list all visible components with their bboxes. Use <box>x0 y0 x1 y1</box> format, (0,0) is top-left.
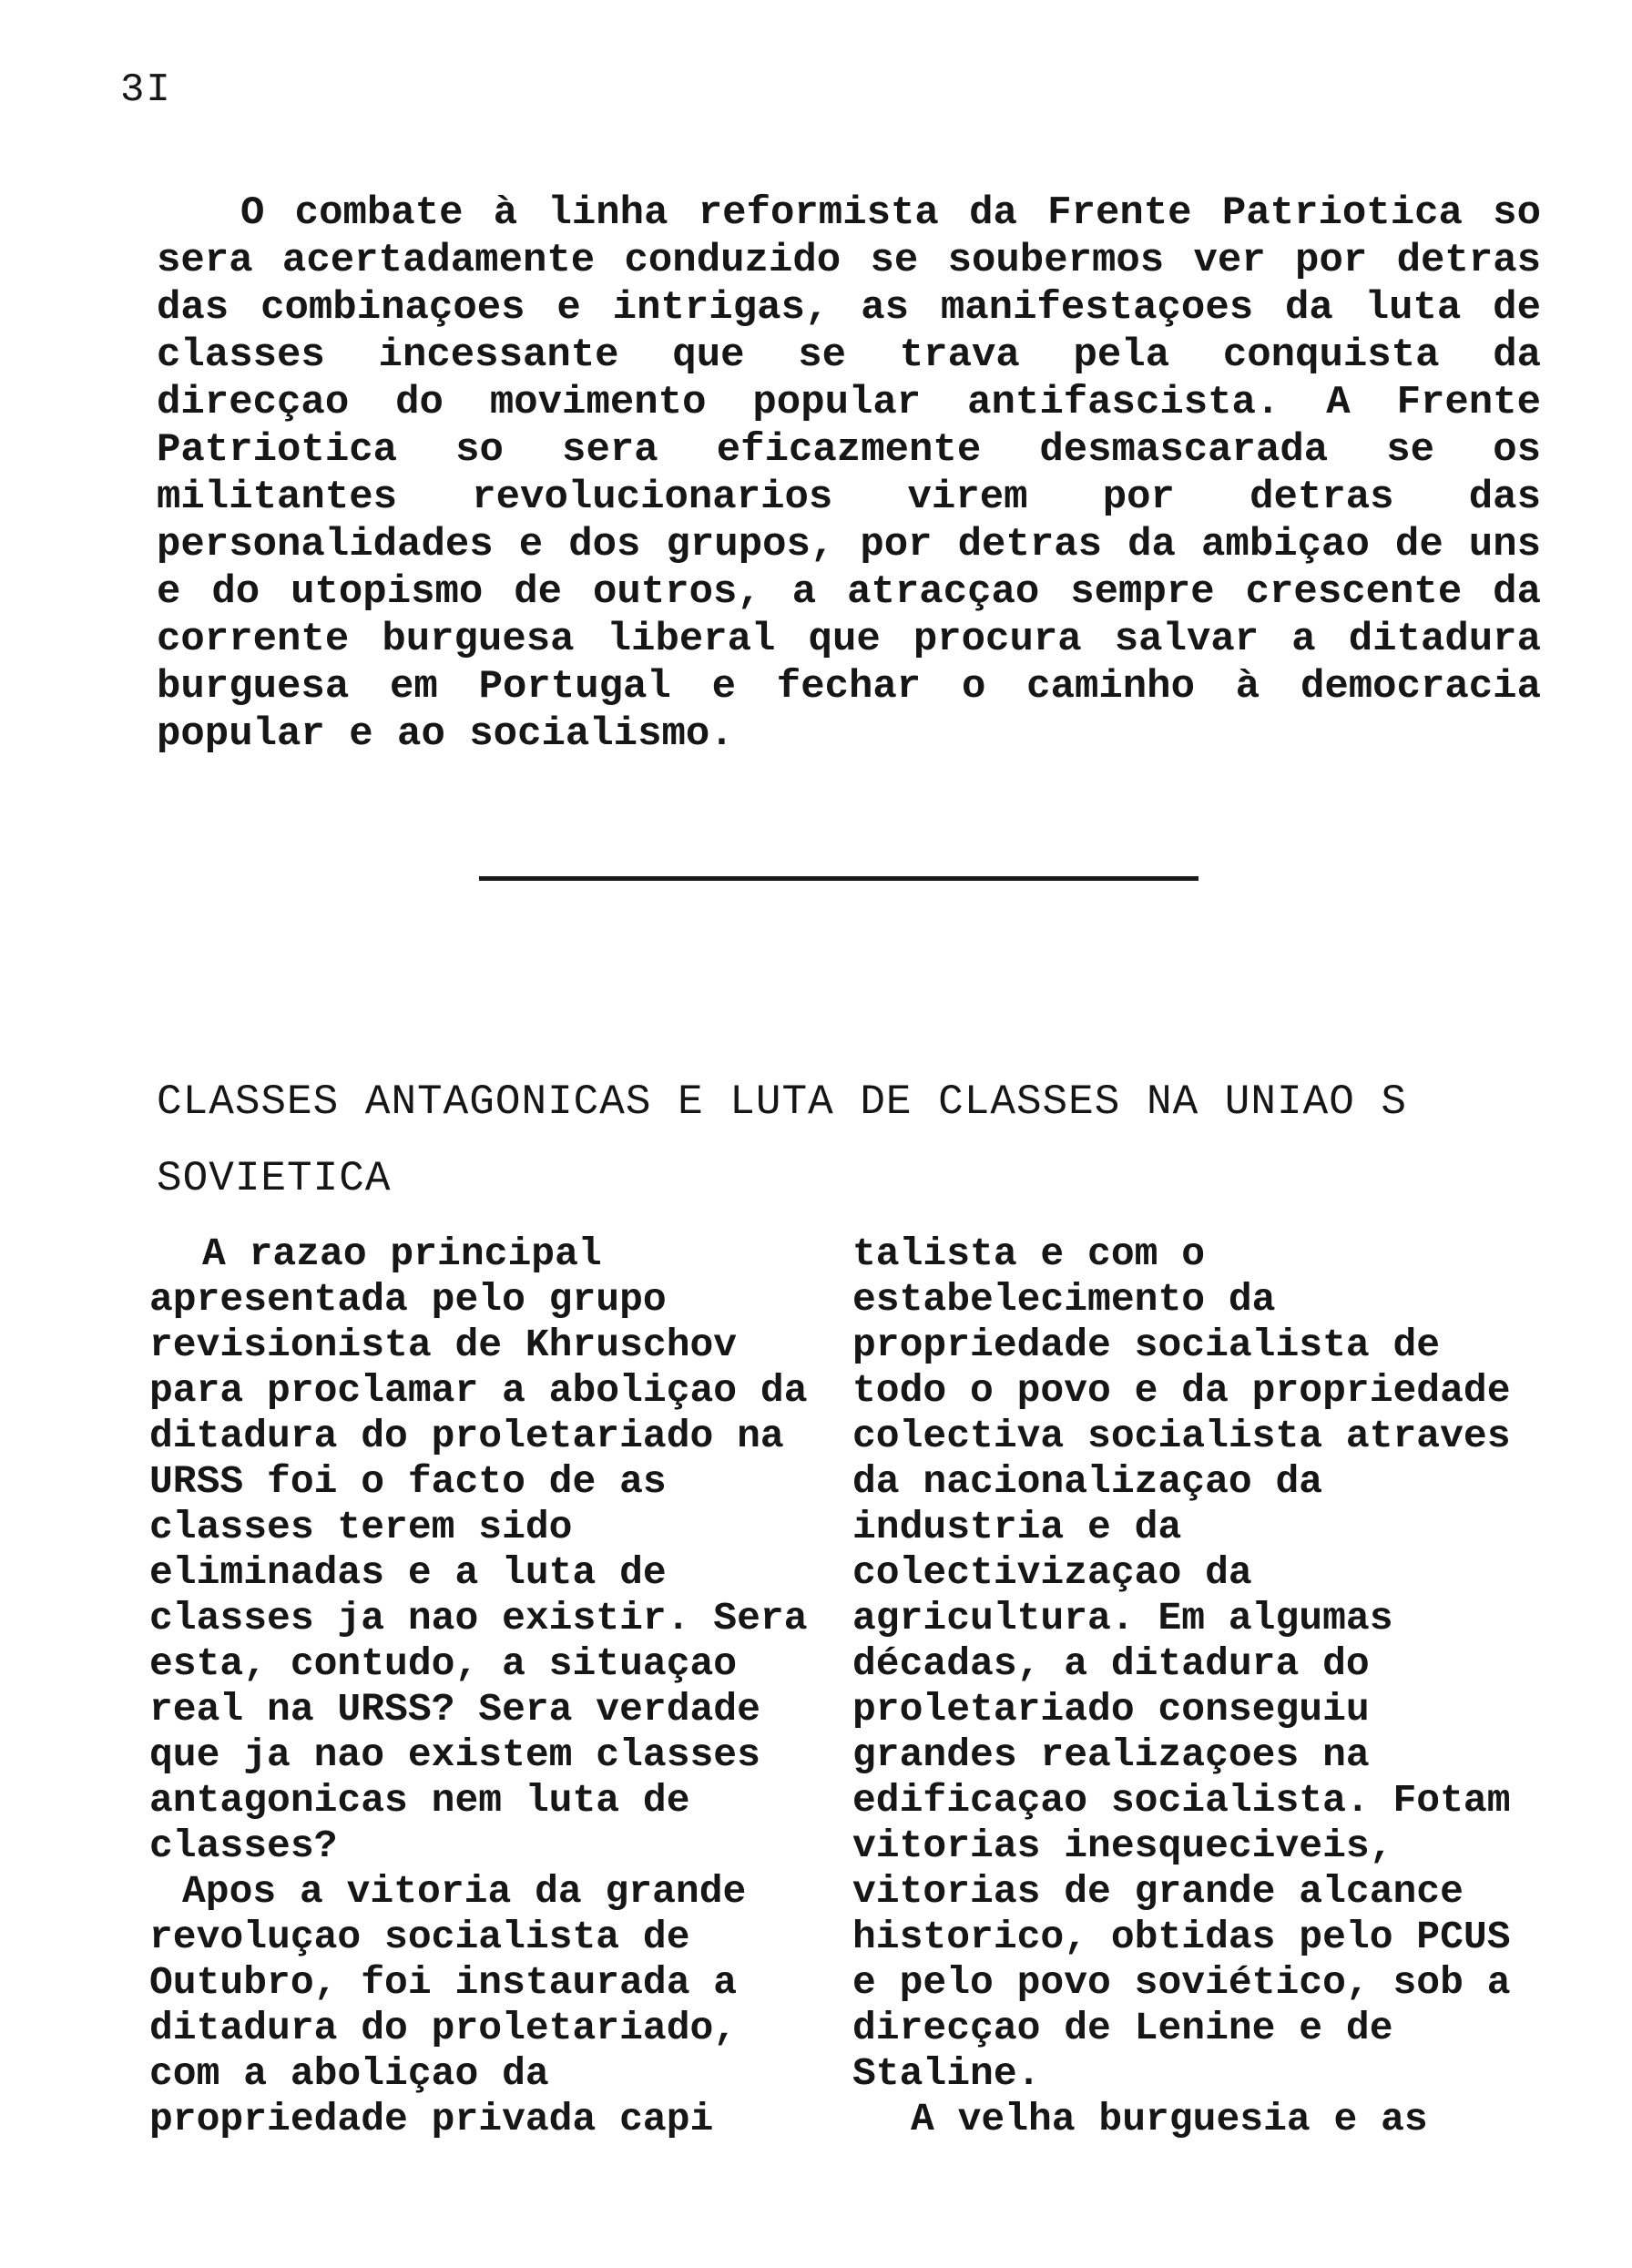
intro-paragraph: O combate à linha reformista da Frente Patriotica so sera acertadamente conduzido se soubermos ver por detras das combinaçoes e intrigas, as manifestaçoes da luta de classes incessante que se trava pela conquista da direcçao do movimento popular antifascista. A Frente Patriotica so sera eficazmente desmascarada se os militantes revolucionarios virem por detras das personalidades e dos grupos, por detras da ambiçao de uns e do utopismo de outros, a atracçao sempre crescente da corrente burguesa liberal que procura salvar a ditadura burguesa em Portugal e fechar o caminho à democracia popular e ao socialismo. <box>157 190 1541 757</box>
page-number: 3I <box>120 67 172 113</box>
left-column-paragraph-1: A razao principal apresentada pelo grupo revisionista de Khruschov para proclamar a aboliçao da ditadura do proletariado na URSS foi o facto de as classes terem sido eliminadas e a luta de classes ja nao existir. Sera esta, contudo, a situaçao real na URSS? Sera verdade que ja nao existem classes antagonicas nem luta de classes? <box>149 1231 808 1868</box>
left-column <box>149 1231 814 2142</box>
left-column-paragraph-2: Apos a vitoria da grande revoluçao socialista de Outubro, foi instaurada a ditadura do proletariado, com a aboliçao da propriedade privada capi <box>149 1869 747 2141</box>
right-column <box>852 1231 1517 2142</box>
section-divider <box>479 876 1198 881</box>
section-heading: CLASSES ANTAGONICAS E LUTA DE CLASSES NA UNIAO S SOVIETICA <box>157 1078 1408 1202</box>
right-column-paragraph-1: talista e com o estabelecimento da propriedade socialista de todo o povo e da propriedade colectiva socialista atraves da nacionalizaçao da industria e da colectivizaçao da agricultura. Em algumas décadas, a ditadura do proletariado conseguiu grandes realizaçoes na edificaçao socialista. Fotam vitorias inesqueciveis, vitorias de grande alcance historico, obtidas pelo PCUS e pelo povo soviético, sob a direcçao de Lenine e de Staline. <box>852 1231 1511 2096</box>
right-column-paragraph-2: A velha burguesia e as <box>911 2097 1428 2141</box>
